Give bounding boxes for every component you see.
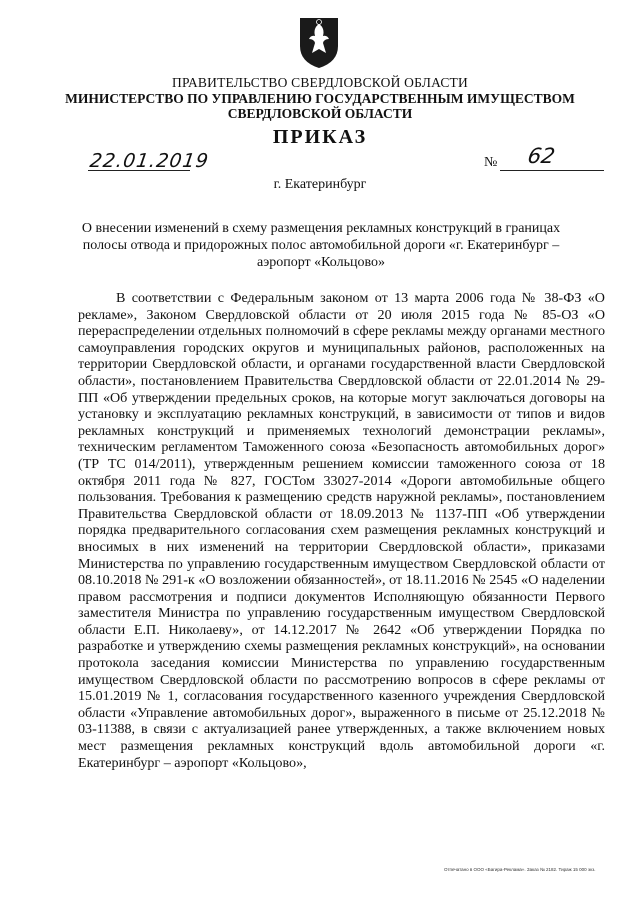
date-underline xyxy=(88,170,190,171)
handwritten-number: 62 xyxy=(525,144,557,168)
document-type-title: ПРИКАЗ xyxy=(272,126,368,148)
subject-line-1: О внесении изменений в схему размещения рекламных конструкций в границах xyxy=(81,221,561,236)
government-heading: ПРАВИТЕЛЬСТВО СВЕРДЛОВСКОЙ ОБЛАСТИ xyxy=(172,75,468,90)
number-label: № xyxy=(484,155,498,170)
subject-line-2: полосы отвода и придорожных полос автомобильной дороги «г. Екатеринбург – xyxy=(82,238,560,253)
ministry-line-1: МИНИСТЕРСТВО ПО УПРАВЛЕНИЮ ГОСУДАРСТВЕННЫМ ИМУЩЕСТВОМ xyxy=(65,91,575,106)
subject-line-3: аэропорт «Кольцово» xyxy=(257,255,385,270)
order-subject xyxy=(70,220,572,271)
number-underline xyxy=(500,170,604,171)
body-paragraph: В соответствии с Федеральным законом от 13 марта 2006 года № 38-ФЗ «О рекламе», Законом Свердловской области от 20 июля 2015 года № 85-ОЗ «О перераспределении отдельных полномочий в сфере рекламы между органами местного самоуправления городских округов и муниципальных районов, расположенных на территории Свердловской области, и органами государственной власти Свердловской области», постановлением Правительства Свердловской области от 22.01.2014 № 29-ПП «Об утверждении предельных сроков, на которые могут заключаться договоры на установку и эксплуатацию рекламных конструкций, в зависимости от типов и видов рекламных конструкций и применяемых технологий демонстрации рекламы», техническим регламентом Таможенного союза «Безопасность автомобильных дорог» (ТР ТС 014/2011), утвержденным решением комиссии таможенного союза от 18 октября 2011 года № 827, ГОСТом 33027-2014 «Дороги автомобильные общего пользования. Требования к размещению средств наружной рекламы», постановлением Правительства Свердловской области от 18.09.2013 № 1137-ПП «Об утверждении порядка предварительного согласования схем размещения рекламных конструкций и вносимых в них изменений на территории Свердловской области», приказами Министерства по управлению государственным имуществом Свердловской области от 08.10.2018 № 291-к «О возложении обязанностей», от 18.11.2016 № 2545 «О наделении правом рассмотрения и подписи документов Исполняющую обязанности Первого заместителя Министра по управлению государственным имуществом Свердловской области Е.П. Николаеву», от 14.12.2017 № 2642 «Об утверждении Порядка по разработке и утверждению схемы размещения рекламных конструкций», на основании протокола заседания комиссии Министерства по управлению государственным имуществом Свердловской области по рассмотрению вопросов в сфере рекламы от 15.01.2019 № 1, согласования государственного казенного учреждения Свердловской области «Управление автомобильных дорог», выраженного в письме от 25.12.2018 № 03-11388, в связи с актуализацией ранее утвержденных, а также включением новых мест размещения рекламных конструкций вдоль автомобильной дороги «г. Екатеринбург – аэропорт «Кольцово», xyxy=(78,290,605,771)
handwritten-date: 22.01.2019 xyxy=(88,150,211,172)
ministry-heading xyxy=(60,91,580,121)
ministry-line-2: СВЕРДЛОВСКОЙ ОБЛАСТИ xyxy=(227,106,413,121)
print-note: Отпечатано в ООО «Багира-Реклама». Заказ № 2182. Тираж 15 000 экз. xyxy=(444,867,596,872)
city-line: г. Екатеринбург xyxy=(273,177,367,192)
coat-of-arms-emblem xyxy=(296,14,342,70)
